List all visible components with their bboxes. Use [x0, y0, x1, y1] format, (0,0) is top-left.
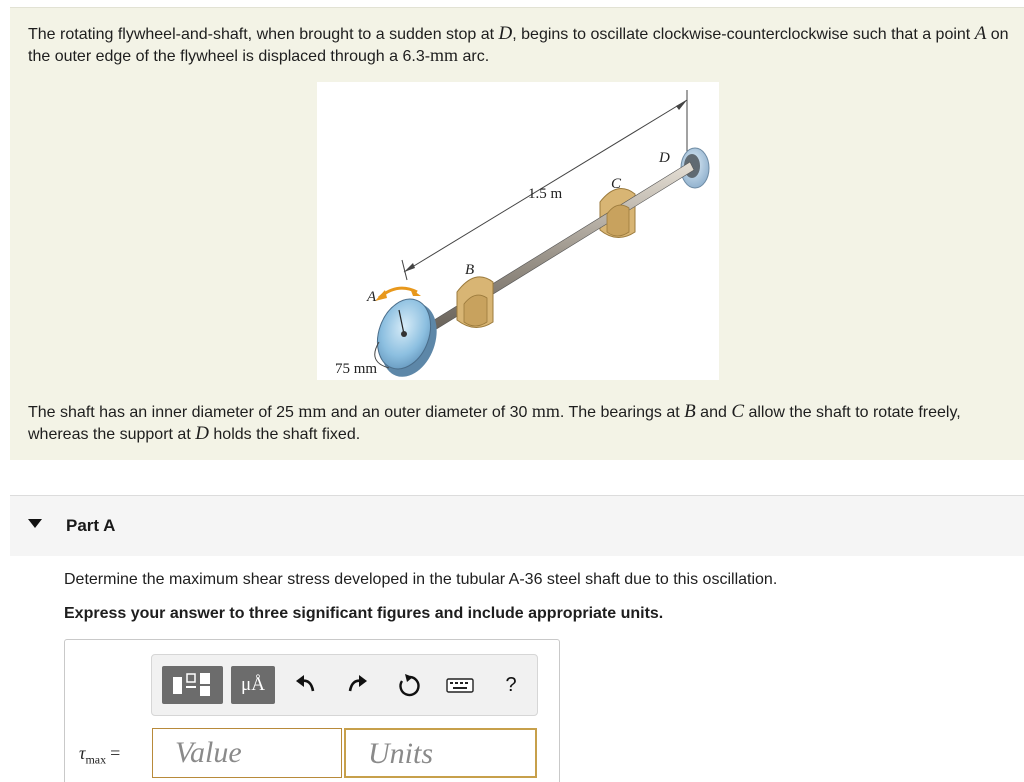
collapse-caret-icon[interactable] [28, 519, 42, 528]
tau-max-label: $\tau_{max}$ = [79, 743, 121, 767]
part-a-header[interactable] [10, 495, 1024, 556]
undo-button[interactable] [291, 669, 321, 701]
help-button[interactable]: ? [505, 674, 517, 696]
label-B: B [465, 262, 475, 278]
answer-instruction: Express your answer to three significant figures and include appropriate units. [64, 605, 664, 622]
problem-statement [10, 7, 1024, 460]
label-radius: 75 mm [335, 361, 378, 377]
math-toolbar [151, 654, 538, 716]
templates-icon [162, 666, 223, 704]
units-button[interactable]: μÅ [231, 666, 275, 704]
flywheel-shaft-figure [317, 82, 719, 380]
answer-box [64, 639, 560, 782]
label-A: A [367, 289, 377, 305]
question-text: Determine the maximum shear stress developed in the tubular A-36 steel shaft due to this oscillation. [64, 571, 778, 588]
problem-paragraph-2: The shaft has an inner diameter of 25 mm and an outer diameter of 30 mm. The bearings at B and C allow the shaft to rotate freely, whereas the support at D holds the shaft fixed. [28, 401, 961, 444]
redo-button[interactable] [342, 669, 372, 701]
keyboard-icon [444, 669, 476, 701]
problem-paragraph-1: The rotating flywheel-and-shaft, when brought to a sudden stop at D, begins to oscillate clockwise-counterclockwise such that a point A on the outer edge of the flywheel is displaced through a 6.3-mm arc. [28, 23, 1009, 65]
redo-icon [342, 669, 372, 701]
label-C: C [611, 176, 622, 192]
part-title: Part A [66, 516, 116, 535]
label-length: 1.5 m [528, 186, 563, 202]
templates-button[interactable] [162, 666, 223, 704]
reset-icon [393, 669, 423, 701]
undo-icon [291, 669, 321, 701]
keyboard-button[interactable] [444, 669, 476, 701]
units-input[interactable]: Units [344, 728, 537, 778]
value-input[interactable]: Value [152, 728, 342, 778]
label-D: D [659, 150, 670, 166]
reset-button[interactable] [393, 669, 423, 701]
